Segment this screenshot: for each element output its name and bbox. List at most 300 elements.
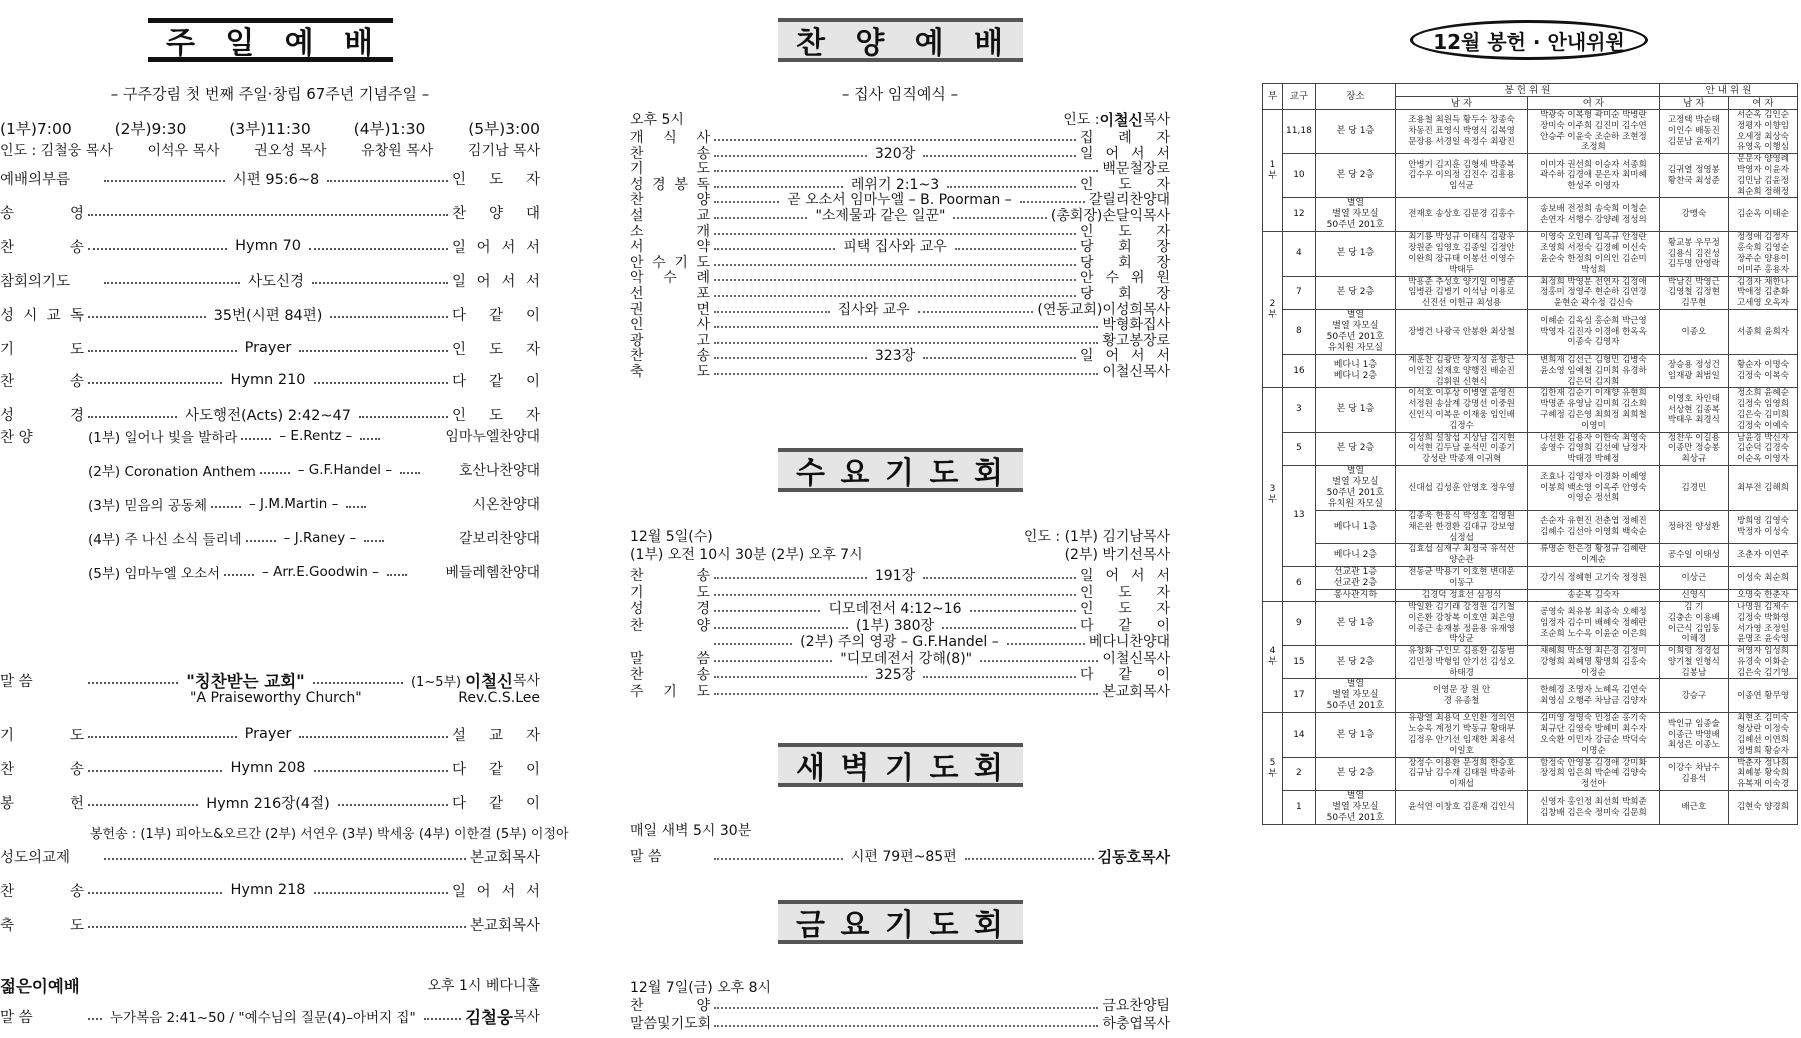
order-row: [0, 270, 540, 290]
order-row: [0, 846, 540, 866]
name-line: 장승용 정성건: [1667, 360, 1720, 371]
offering-names: [1527, 309, 1659, 354]
place-line: 본 당 2층: [1336, 287, 1375, 298]
name-line: 김미영 정명숙 민정순 홍기숙: [1540, 713, 1647, 724]
dot-leader: [714, 264, 1076, 266]
label-char: 봉: [674, 176, 688, 193]
district-cell: 9: [1283, 601, 1316, 645]
dot-leader: [211, 506, 241, 508]
title-char: 예: [914, 26, 946, 61]
name-line: 심정섭: [1449, 532, 1474, 543]
label-char: 독: [69, 307, 84, 324]
bu-cell: [1263, 713, 1283, 825]
dawn-sermon-row: [630, 847, 1170, 865]
name-line: 김용석: [1681, 773, 1707, 784]
name-line: 정정애 김정자: [1736, 232, 1789, 243]
right-char: 자: [525, 341, 540, 358]
label-char: 송: [696, 145, 710, 162]
name-line: 서가영 조정임: [1736, 623, 1789, 634]
label-char: 영: [69, 205, 84, 222]
order-item: Prayer: [244, 726, 292, 742]
title-char: 주: [166, 26, 197, 61]
service-leader: 권오성 목사: [254, 143, 327, 159]
right-char: 회: [1118, 286, 1132, 302]
title-char: 도: [929, 751, 961, 786]
ushers-table-body: [1263, 110, 1798, 825]
sermon-parts: (1~5부): [410, 674, 462, 690]
right-char: 다: [452, 761, 467, 778]
dot-leader: [241, 438, 271, 440]
right-char: 일: [1080, 145, 1094, 162]
right-char: 일: [1080, 568, 1094, 584]
right-char: 인: [1080, 601, 1094, 617]
name-line: 차동진 표영식 박영식 김복영: [1408, 126, 1515, 137]
place-cell: [1315, 601, 1395, 645]
order-right: [452, 792, 540, 813]
label-char: 사: [696, 317, 710, 334]
name-line: 김효섭 심재구 최정국 유석산: [1408, 544, 1515, 555]
order-row: [0, 724, 540, 744]
right-char: 당: [1080, 239, 1094, 256]
dot-leader: [314, 382, 448, 384]
dot-leader: [955, 248, 1076, 250]
order-right: 황고봉장로: [1102, 332, 1170, 349]
place-cell: [1315, 276, 1395, 309]
offering-names: [1396, 309, 1528, 354]
name-line: 서순옥 김인순: [1736, 110, 1789, 120]
name-line: 이종만 정승봉: [1667, 443, 1720, 454]
label-char: 찬: [630, 348, 644, 365]
dot-leader: [1020, 201, 1085, 203]
order-row: [630, 682, 1170, 700]
name-line: 최정희 박영분 전연자 김정애: [1540, 276, 1647, 287]
label-char: 성: [630, 176, 644, 193]
name-line: 이영미: [1581, 420, 1606, 431]
dot-leader: [88, 214, 448, 216]
table-row: [1263, 713, 1798, 757]
district-cell: 6: [1283, 566, 1316, 601]
name-line: 김정수: [1449, 420, 1474, 431]
label-char: 사: [696, 130, 710, 146]
label-char: 찬: [630, 145, 644, 162]
right-char: 이: [525, 307, 540, 324]
title-char: 양: [855, 26, 887, 61]
table-row: [1263, 589, 1798, 601]
name-line: 유복재 이숙경: [1736, 779, 1789, 790]
title-char: 찬: [796, 26, 827, 61]
order-item: (1부) 380장: [855, 617, 935, 634]
right-char: 례: [1118, 130, 1132, 146]
right-char: 일: [452, 883, 467, 900]
name-line: 이미주 홍용자: [1736, 264, 1789, 275]
right-char: 인: [452, 341, 467, 358]
right-char: 설: [452, 727, 467, 744]
preacher-name: 이철신: [465, 672, 513, 691]
offering-names: [1527, 713, 1659, 757]
order-row: [0, 914, 540, 934]
right-char: 어: [1105, 568, 1120, 584]
right-char: 서: [1156, 348, 1170, 365]
name-line: 박상균: [1449, 634, 1474, 645]
name-line: 박태우 최경식: [1667, 415, 1720, 426]
name-line: 채혜희 박소영 최은경 김정미: [1540, 646, 1647, 657]
place-line: 베다니 2층: [1333, 371, 1378, 382]
youth-worship-header: [0, 975, 540, 995]
name-line: 김영철 김정현: [1667, 287, 1720, 298]
name-line: 이혜순 김옥심 홍순희 박근영: [1540, 315, 1647, 326]
place-line: 50주년 201호: [1326, 331, 1385, 342]
usher-names: [1659, 154, 1728, 198]
usher-names: [1728, 510, 1797, 543]
order-extra: (연동교회): [1037, 301, 1103, 318]
place-cell: [1315, 432, 1395, 465]
place-line: 선교관 1층: [1333, 566, 1378, 577]
name-line: 조춘자 이연주: [1736, 549, 1789, 560]
right-char: 자: [1156, 223, 1170, 240]
wed-leader-2: (2부) 박기선목사: [1064, 547, 1170, 563]
dot-leader: [88, 248, 227, 250]
dot-leader: [923, 357, 1076, 359]
dawn-preacher: 김동호목사: [1097, 847, 1171, 866]
name-line: 양순관: [1449, 555, 1474, 566]
usher-names: [1728, 544, 1797, 567]
order-item: 사도신경: [247, 273, 305, 290]
name-line: 한혜경 조명자 노혜옥 김연숙: [1540, 685, 1647, 696]
dot-leader: [970, 610, 1076, 612]
table-row: [1263, 601, 1798, 645]
bu-cell: [1263, 601, 1283, 713]
place-cell: [1315, 510, 1395, 543]
order-item: 320장: [874, 145, 916, 162]
service-time: (5부)3:00: [468, 120, 540, 138]
dot-leader: [88, 382, 222, 384]
label-char: 봉: [0, 795, 15, 812]
right-char: 이: [525, 373, 540, 390]
label-char: 수: [663, 270, 677, 287]
offering-names: [1527, 510, 1659, 543]
name-line: 김순옥 이태순: [1736, 209, 1789, 220]
place-cell: [1315, 465, 1395, 510]
order-label: 말 씀: [0, 673, 33, 690]
table-row: [1263, 646, 1798, 679]
name-line: 김무현: [1681, 298, 1707, 309]
offering-names: [1396, 601, 1528, 645]
name-line: 최혜봉 황숙희: [1736, 768, 1789, 779]
offering-names: [1527, 589, 1659, 601]
anthem-composer: – E.Rentz –: [279, 428, 353, 444]
name-line: 문문자 양영례: [1736, 154, 1789, 165]
usher-names: [1728, 601, 1797, 645]
name-line: 김용식 김진성: [1667, 248, 1720, 259]
offering-names: [1527, 544, 1659, 567]
right-char: 일: [452, 273, 467, 290]
name-line: 정병희 황승자: [1736, 745, 1789, 756]
dot-leader: [918, 311, 1034, 313]
place-line: 별열 자모실: [1332, 690, 1379, 701]
place-line: 별열: [1346, 309, 1365, 320]
label-char: 권: [630, 301, 644, 318]
name-line: 배근호: [1681, 802, 1707, 813]
dot-leader: [224, 574, 254, 576]
usher-names: [1728, 465, 1797, 510]
title-char: 도: [929, 908, 961, 943]
right-char: 대: [525, 205, 540, 222]
label-char: 양: [696, 192, 710, 209]
usher-names: [1728, 432, 1797, 465]
order-row: [630, 665, 1170, 683]
order-item: 35번(시편 84편): [213, 307, 323, 324]
name-line: 황순자 이명숙: [1736, 360, 1789, 371]
offering-names: [1527, 432, 1659, 465]
order-label: [0, 304, 84, 325]
dot-leader: [714, 660, 832, 662]
title-char: 회: [974, 908, 1005, 943]
table-row: [1263, 566, 1798, 589]
order-item: Hymn 218: [230, 882, 306, 898]
name-line: 이순옥 이영자: [1736, 454, 1789, 465]
label-char: 선: [630, 286, 644, 302]
dot-leader: [360, 438, 380, 440]
name-line: 고세영 오옥자: [1736, 298, 1789, 309]
place-cell: [1315, 309, 1395, 354]
title-char: 회: [974, 751, 1005, 786]
place-line: 선교관 2층: [1333, 577, 1378, 588]
name-line: 김규남 김수재 김태원 박종하: [1408, 768, 1515, 779]
dot-leader: [714, 139, 1076, 141]
right-char: 다: [452, 373, 467, 390]
place-cell: [1315, 713, 1395, 757]
dot-leader: [88, 416, 177, 418]
label-char: 찬: [630, 192, 644, 209]
name-line: 유창화 구인모 김흥환 김동범: [1408, 646, 1515, 657]
label-char: 도: [69, 727, 84, 744]
label-char: 안: [630, 254, 644, 271]
right-char: 인: [452, 171, 467, 188]
name-line: 강맹숙: [1681, 209, 1707, 220]
label-char: 설: [630, 208, 644, 224]
sermon-en-row: [0, 688, 540, 708]
bu-char: 3: [1269, 483, 1276, 494]
label-char: 기: [630, 161, 644, 178]
right-char: 다: [452, 307, 467, 324]
district-cell: 8: [1283, 309, 1316, 354]
dot-leader: [104, 282, 240, 284]
name-line: 김충손 이용배: [1667, 612, 1720, 623]
right-char: 서: [1130, 568, 1145, 584]
order-item: Hymn 216장(4절): [206, 795, 330, 812]
right-char: 찬: [452, 205, 467, 222]
name-line: 김현숙 양경희: [1736, 802, 1789, 813]
name-line: 박명준 유영남 김미희 김소희: [1540, 399, 1647, 410]
anthem-choir: 베들레헴찬양대: [445, 565, 540, 581]
dot-leader: [714, 217, 807, 219]
wed-time: (1부) 오전 10시 30분 (2부) 오후 7시: [630, 547, 863, 563]
name-line: 오세정 최상숙: [1736, 131, 1789, 142]
dot-leader: [923, 676, 1076, 678]
offering-names: [1396, 544, 1528, 567]
offering-names: [1527, 679, 1659, 713]
name-line: 김정숙 이복숙: [1736, 371, 1789, 382]
dawn-time: 매일 새벽 5시 30분: [630, 823, 752, 839]
name-line: 방희영 김영숙: [1736, 516, 1789, 527]
label-char: 도: [69, 917, 84, 934]
right-char: 도: [488, 407, 503, 424]
place-line: 별열: [1346, 465, 1365, 476]
right-char: 서: [501, 273, 516, 290]
name-line: 문장용 서경일 육정수 최광진: [1408, 136, 1515, 147]
title-char: 기: [885, 751, 916, 786]
usher-names: [1659, 566, 1728, 589]
name-line: 윤석연 이창호 김훈재 김인식: [1408, 802, 1515, 813]
header-bu: 부: [1263, 84, 1283, 110]
name-line: 조효나 김영자 이경화 이혜영: [1540, 471, 1647, 482]
name-line: 김정숙 임영희: [1736, 399, 1789, 410]
name-line: 정하진 양성환: [1667, 521, 1720, 532]
dot-leader: [714, 373, 1098, 375]
name-line: 이석호 이후상 이병열 윤영진: [1408, 388, 1515, 399]
order-right: [452, 270, 540, 291]
dot-leader: [313, 682, 403, 684]
order-item: 디모데전서 4:12~16: [828, 601, 962, 617]
name-line: 이미자 권선희 이승자 서종희: [1540, 159, 1647, 170]
right-char: 일: [1080, 348, 1094, 365]
anthem-composer: – J.Raney –: [283, 530, 357, 546]
name-line: 이영호 차인태: [1667, 393, 1720, 404]
usher-names: [1728, 791, 1797, 825]
right-char: 당: [1080, 286, 1094, 302]
right-char: 수: [1105, 270, 1120, 287]
order-label: [630, 361, 710, 381]
order-label: [0, 880, 84, 901]
order-right: [452, 758, 540, 779]
dot-leader: [88, 1018, 102, 1020]
order-row: [0, 792, 540, 812]
offering-names: [1396, 679, 1528, 713]
order-label: [0, 914, 84, 935]
right-char: 서: [1130, 145, 1145, 162]
dot-leader: [714, 577, 867, 579]
order-item: 191장: [874, 568, 916, 584]
table-row: [1263, 198, 1798, 232]
dot-leader: [980, 660, 1098, 662]
order-right: [452, 236, 540, 257]
service-times: [0, 117, 540, 139]
anthem-row: [88, 562, 540, 582]
usher-names: [1659, 276, 1728, 309]
label-char: 기: [674, 254, 688, 271]
usher-names: [1728, 198, 1797, 232]
right-char: 같: [1118, 667, 1132, 683]
usher-names: [1659, 432, 1728, 465]
name-line: 김혜수 김선아 이영희 백숙순: [1540, 527, 1647, 538]
name-line: 김민남 김윤정: [1736, 175, 1789, 186]
anthem-row: [88, 426, 540, 446]
name-line: 이명순: [1581, 745, 1606, 756]
offering-names: [1527, 232, 1659, 276]
table-row: [1263, 465, 1798, 510]
anthem-part: (5부) 임마누엘 오소서: [88, 566, 221, 582]
dot-leader: [1007, 643, 1085, 645]
label-char: 성: [630, 601, 644, 617]
name-line: 남윤경 박신자: [1736, 432, 1789, 443]
right-char: 자: [1156, 176, 1171, 193]
sunday-subtitle: – 구주강림 첫 번째 주일·창립 67주년 기념주일 –: [110, 85, 430, 103]
right-char: 회: [1118, 254, 1132, 271]
place-cell: [1315, 232, 1395, 276]
order-item: Hymn 70: [235, 238, 301, 254]
name-line: 신영자 홍인정 최선희 박희준: [1540, 796, 1647, 807]
name-line: 곽수하 김경애 문은자 최미혜: [1540, 170, 1647, 181]
place-line: 별열: [1346, 791, 1365, 802]
usher-names: [1728, 566, 1797, 589]
place-line: 본 당 2층: [1336, 656, 1375, 667]
name-line: 이석현 김두남 윤석민 이종기: [1408, 443, 1515, 454]
offering-names: [1527, 791, 1659, 825]
name-line: 신영식: [1681, 590, 1707, 600]
offering-names: [1527, 354, 1659, 387]
order-label: [630, 995, 710, 1015]
name-line: 이인길 설재호 양행진 배순진: [1408, 365, 1515, 376]
name-line: 김경민: [1681, 482, 1707, 493]
usher-names: [1728, 276, 1797, 309]
district-cell: 5: [1283, 432, 1316, 465]
label-char: 도: [69, 341, 84, 358]
bu-cell: [1263, 388, 1283, 602]
bu-char: 부: [1268, 657, 1277, 668]
table-row: [1263, 354, 1798, 387]
name-line: 김경덕 정효선 심정식: [1421, 590, 1502, 600]
name-line: 임병관 김병기 이석남 이용로: [1408, 287, 1515, 298]
offering-names: [1396, 510, 1528, 543]
name-line: 이동구: [1449, 577, 1474, 588]
title-char: 새: [796, 751, 827, 786]
name-line: 안승주 이윤숙 조순하 조현정: [1540, 131, 1647, 142]
header-place: 장소: [1315, 84, 1395, 110]
label-char: 인: [630, 317, 644, 334]
name-line: 오명숙 한춘자: [1736, 590, 1789, 600]
sermon-row: [0, 670, 540, 690]
praise-subtitle: – 집사 임직예식 –: [841, 85, 959, 103]
district-cell: 10: [1283, 154, 1316, 198]
right-char: 일: [452, 239, 467, 256]
order-label: [0, 426, 84, 447]
dot-leader: [714, 1025, 1098, 1027]
name-line: 강기식 정혜현 고기숙 정정원: [1540, 572, 1647, 583]
label-char: 송: [69, 373, 84, 390]
order-item: Hymn 208: [230, 760, 306, 776]
dot-leader: [714, 643, 792, 645]
right-char: 집: [1080, 130, 1094, 146]
name-line: 박흥준 추성호 양기일 이병준: [1408, 276, 1515, 287]
right-char: 다: [1080, 667, 1094, 683]
order-row: [0, 304, 540, 324]
offering-names: [1396, 757, 1528, 790]
place-cell: [1315, 110, 1395, 154]
right-char: 교: [488, 727, 503, 744]
right-char: 회: [1118, 239, 1132, 256]
dot-leader: [88, 926, 466, 928]
bu-char: 4: [1269, 646, 1276, 657]
label-char: 경: [69, 407, 84, 424]
place-cell: [1315, 589, 1395, 601]
wednesday-prayer-title: [778, 448, 1023, 492]
name-line: 서상현 김종복: [1667, 404, 1720, 415]
label-char: 기: [0, 727, 15, 744]
right-char: 이: [525, 761, 540, 778]
order-label: 참회의기도: [0, 273, 71, 290]
offering-names: [1396, 110, 1528, 154]
district-cell: 1: [1283, 791, 1316, 825]
